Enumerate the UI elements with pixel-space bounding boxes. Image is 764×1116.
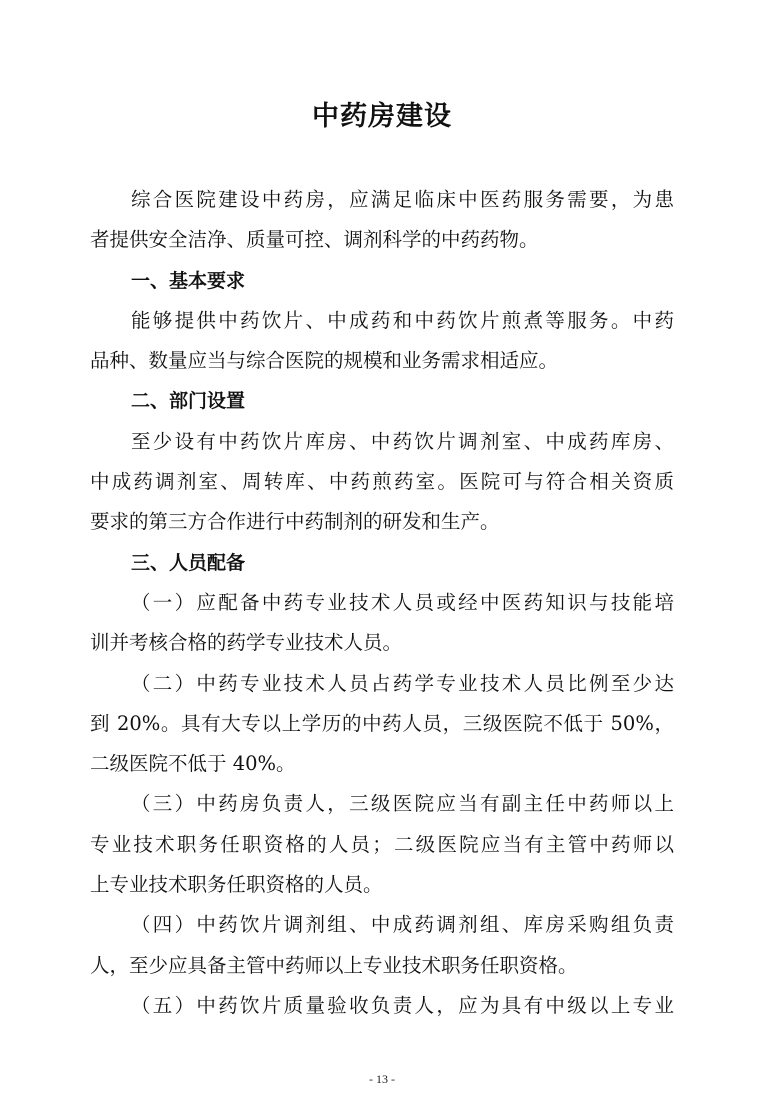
paragraph-line: 综合医院建设中药房，应满足临床中医药服务需要，为患 (131, 188, 674, 211)
paragraph-line: 上专业技术职务任职资格的人员。 (90, 873, 383, 897)
paragraph-line: （二）中药专业技术人员占药学专业技术人员比例至少达 (131, 671, 674, 695)
section-heading: 一、基本要求 (131, 269, 246, 292)
paragraph-line: （三）中药房负责人，三级医院应当有副主任中药师以上 (131, 792, 674, 816)
paragraph-line: （一）应配备中药专业技术人员或经中医药知识与技能培 (131, 590, 674, 614)
paragraph-line: 人，至少应具备主管中药师以上专业技术职务任职资格。 (90, 953, 578, 977)
paragraph-line: 者提供安全洁净、质量可控、调剂科学的中药药物。 (90, 228, 539, 252)
paragraph-line: 训并考核合格的药学专业技术人员。 (90, 631, 403, 655)
paragraph-line: 能够提供中药饮片、中成药和中药饮片煎煮等服务。中药 (131, 308, 674, 332)
paragraph-line: 要求的第三方合作进行中药制剂的研发和生产。 (90, 510, 500, 534)
page-number: - 13 - (369, 1072, 395, 1086)
section-heading: 二、部门设置 (131, 390, 246, 413)
paragraph-line: 二级医院不低于 40%。 (90, 752, 296, 776)
paragraph-line: 至少设有中药饮片库房、中药饮片调剂室、中成药库房、 (131, 429, 674, 453)
page-title: 中药房建设 (312, 101, 452, 132)
paragraph-line: 到 20%。具有大专以上学历的中药人员，三级医院不低于 50%， (90, 711, 674, 735)
section-heading: 三、人员配备 (131, 551, 246, 574)
document-body (90, 180, 674, 1026)
paragraph-line: 中成药调剂室、周转库、中药煎药室。医院可与符合相关资质 (90, 470, 674, 494)
paragraph-line: （四）中药饮片调剂组、中成药调剂组、库房采购组负责 (131, 913, 674, 937)
paragraph-line: 专业技术职务任职资格的人员；二级医院应当有主管中药师以 (90, 832, 674, 856)
paragraph-line: 品种、数量应当与综合医院的规模和业务需求相适应。 (90, 349, 559, 373)
paragraph-line: （五）中药饮片质量验收负责人，应为具有中级以上专业 (131, 993, 674, 1017)
